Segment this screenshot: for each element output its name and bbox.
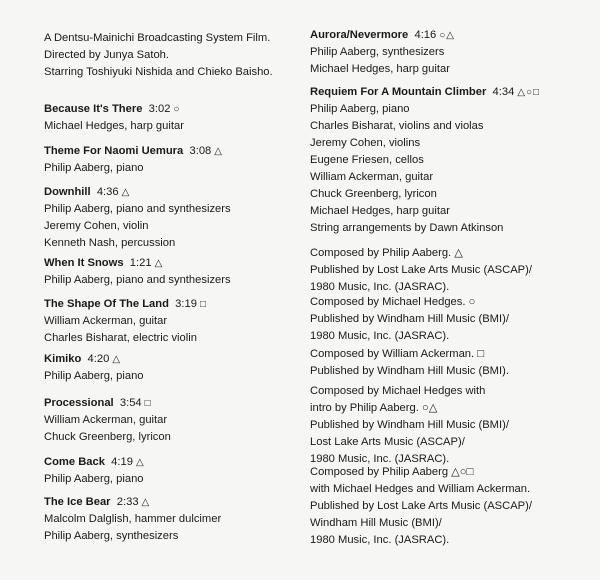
publishing-line: 1980 Music, Inc. (JASRAC).: [310, 330, 450, 342]
track-credit: Eugene Friesen, cellos: [310, 154, 424, 166]
track-symbols: △: [154, 258, 164, 269]
publishing-line: Published by Lost Lake Arts Music (ASCAP)/: [310, 500, 532, 512]
track-title: Come Back: [44, 456, 105, 468]
track-credit: Philip Aaberg, piano: [44, 162, 144, 174]
track-symbols: △: [135, 457, 145, 468]
track-symbols: □: [144, 398, 152, 409]
publishing-line: Composed by Philip Aaberg. △: [310, 247, 463, 259]
track-title: When It Snows: [44, 257, 124, 269]
track-credit: Charles Bisharat, electric violin: [44, 332, 197, 344]
track-title: Aurora/Nevermore: [310, 29, 409, 41]
publishing-line: intro by Philip Aaberg. ○△: [310, 402, 438, 414]
track: [44, 351, 144, 385]
publishing-line: Published by Windham Hill Music (BMI)/: [310, 313, 509, 325]
publishing-line: Published by Lost Lake Arts Music (ASCAP)/: [310, 264, 532, 276]
track-credit: Charles Bisharat, violins and violas: [310, 120, 484, 132]
track-time: 4:20: [87, 353, 110, 365]
track: [44, 184, 231, 252]
publishing-credit: [310, 245, 532, 296]
track-credit: Philip Aaberg, piano and synthesizers: [44, 203, 231, 215]
track-title: Because It's There: [44, 103, 143, 115]
track-credit: Michael Hedges, harp guitar: [44, 120, 184, 132]
publishing-credit: [310, 346, 509, 380]
track-credit: Philip Aaberg, synthesizers: [44, 530, 179, 542]
track-credit: Philip Aaberg, synthesizers: [310, 46, 445, 58]
track-credit: Philip Aaberg, piano: [310, 103, 410, 115]
track-credit: String arrangements by Dawn Atkinson: [310, 222, 504, 234]
publishing-line: Composed by William Ackerman. □: [310, 348, 485, 360]
track-credit: William Ackerman, guitar: [310, 171, 434, 183]
track: [44, 395, 171, 446]
film-credits: [44, 30, 273, 81]
publishing-line: Composed by Michael Hedges with: [310, 385, 486, 397]
track-time: 2:33: [116, 496, 139, 508]
track-symbols: □: [199, 299, 207, 310]
track-title: Requiem For A Mountain Climber: [310, 86, 487, 98]
track-credit: Philip Aaberg, piano: [44, 370, 144, 382]
track: [44, 101, 184, 135]
publishing-line: Published by Windham Hill Music (BMI)/: [310, 419, 509, 431]
publishing-line: with Michael Hedges and William Ackerman.: [310, 483, 531, 495]
track-time: 4:16: [414, 29, 437, 41]
track-time: 3:54: [119, 397, 142, 409]
track-credit: Michael Hedges, harp guitar: [310, 63, 450, 75]
track-title: The Ice Bear: [44, 496, 111, 508]
track: [44, 255, 231, 289]
track-symbols: △○□: [517, 87, 541, 98]
track: [44, 296, 207, 347]
track: [44, 494, 221, 545]
publishing-line: Composed by Michael Hedges. ○: [310, 296, 476, 308]
track-title: The Shape Of The Land: [44, 298, 169, 310]
track-credit: Chuck Greenberg, lyricon: [310, 188, 437, 200]
track-credit: Michael Hedges, harp guitar: [310, 205, 450, 217]
track: [310, 84, 540, 237]
publishing-credit: [310, 383, 509, 468]
publishing-line: Lost Lake Arts Music (ASCAP)/: [310, 436, 465, 448]
track-credit: Jeremy Cohen, violin: [44, 220, 149, 232]
track-symbols: △: [121, 187, 131, 198]
track: [310, 27, 455, 78]
track-time: 3:02: [148, 103, 171, 115]
intro-line: Starring Toshiyuki Nishida and Chieko Baisho.: [44, 66, 273, 78]
publishing-credit: [310, 294, 509, 345]
track: [44, 143, 223, 177]
track-title: Kimiko: [44, 353, 82, 365]
track-credit: Kenneth Nash, percussion: [44, 237, 176, 249]
track-time: 3:19: [175, 298, 197, 310]
track-symbols: ○△: [439, 30, 455, 41]
track-credit: Malcolm Dalglish, hammer dulcimer: [44, 513, 222, 525]
track-symbols: △: [112, 354, 122, 365]
track-credit: William Ackerman, guitar: [44, 315, 168, 327]
publishing-line: Composed by Philip Aaberg △○□: [310, 466, 474, 478]
publishing-line: 1980 Music, Inc. (JASRAC).: [310, 281, 450, 293]
intro-line: A Dentsu-Mainichi Broadcasting System Film.: [44, 32, 271, 44]
publishing-line: 1980 Music, Inc. (JASRAC).: [310, 453, 450, 465]
track-credit: William Ackerman, guitar: [44, 414, 168, 426]
publishing-line: Windham Hill Music (BMI)/: [310, 517, 442, 529]
track-time: 1:21: [129, 257, 152, 269]
track-symbols: △: [141, 497, 151, 508]
intro-line: Directed by Junya Satoh.: [44, 49, 169, 61]
track-time: 4:36: [96, 186, 119, 198]
track-symbols: △: [214, 146, 223, 157]
track-credit: Jeremy Cohen, violins: [310, 137, 421, 149]
track-credit: Philip Aaberg, piano and synthesizers: [44, 274, 231, 286]
track-time: 4:34: [492, 86, 515, 98]
track: [44, 454, 145, 488]
track-credit: Chuck Greenberg, lyricon: [44, 431, 171, 443]
track-time: 3:08: [189, 145, 212, 157]
publishing-line: 1980 Music, Inc. (JASRAC).: [310, 534, 450, 546]
publishing-credit: [310, 464, 532, 549]
track-symbols: ○: [173, 104, 181, 115]
track-credit: Philip Aaberg, piano: [44, 473, 144, 485]
track-title: Downhill: [44, 186, 91, 198]
track-title: Processional: [44, 397, 114, 409]
publishing-line: Published by Windham Hill Music (BMI).: [310, 365, 509, 377]
track-time: 4:19: [111, 456, 133, 468]
track-title: Theme For Naomi Uemura: [44, 145, 184, 157]
